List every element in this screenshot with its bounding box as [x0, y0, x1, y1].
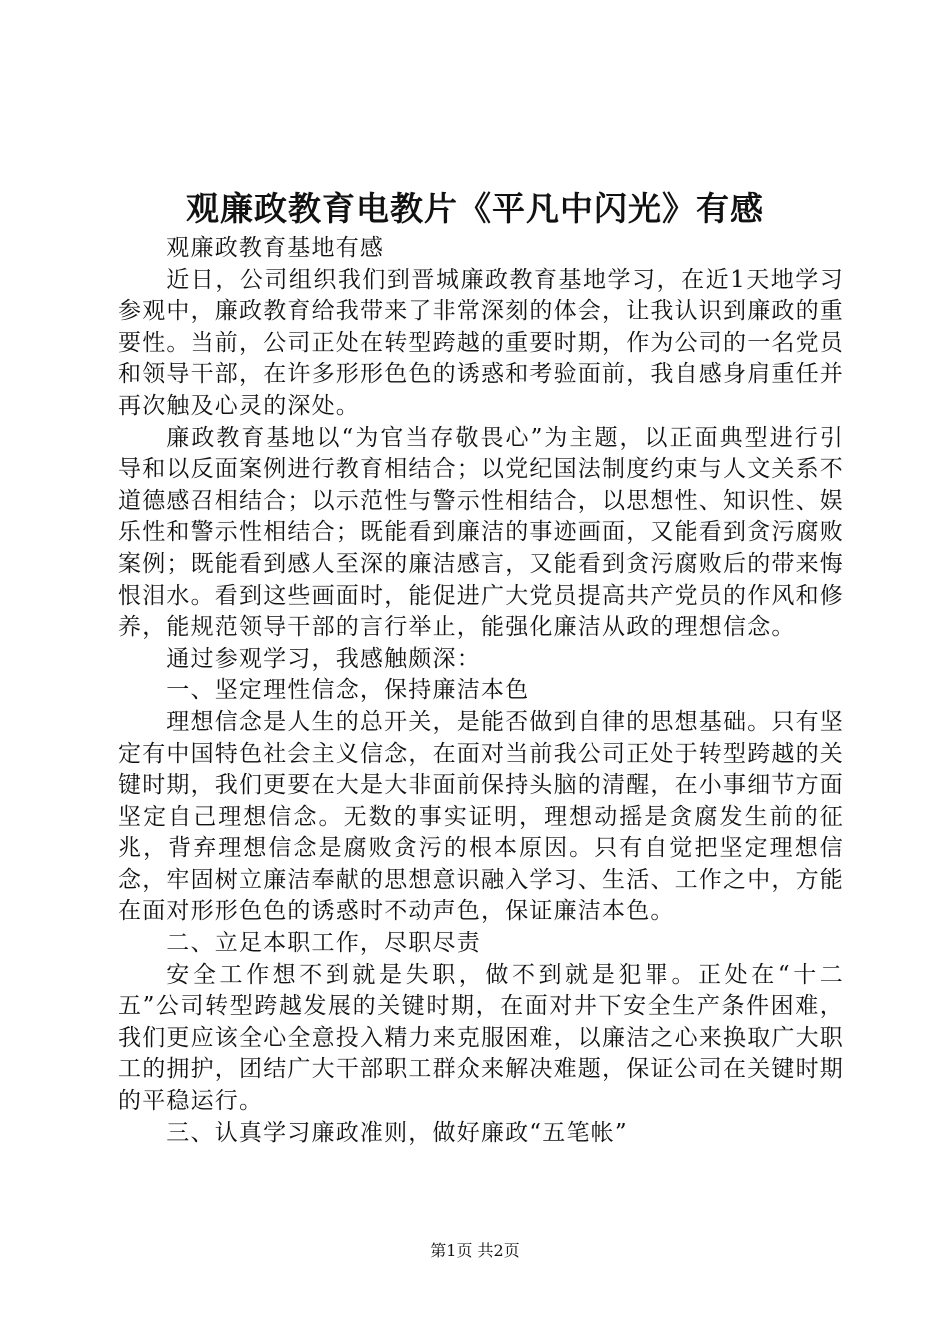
page-number-footer: 第1页 共2页 [430, 1241, 520, 1260]
paragraph: 理想信念是人生的总开关，是能否做到自律的思想基础。只有坚定有中国特色社会主义信念，在面对当前我公司正处于转型跨越的关键时期，我们更要在大是大非面前保持头脑的清醒，在小事细节方面坚定自己理想信念。无数的事实证明，理想动摇是贪腐发生前的征兆，背弃理想信念是腐败贪污的根本原因。只有自觉把坚定理想信念，牢固树立廉洁奉献的思想意识融入学习、生活、工作之中，方能在面对形形色色的诱惑时不动声色，保证廉洁本色。 [118, 708, 844, 925]
paragraph: 通过参观学习，我感触颇深： [166, 645, 481, 672]
paragraph: 廉政教育基地以“为官当存敬畏心”为主题，以正面典型进行引导和以反面案例进行教育相结合；以党纪国法制度约束与人文关系不道德感召相结合；以示范性与警示性相结合，以思想性、知识性、娱乐性和警示性相结合；既能看到廉洁的事迹画面，又能看到贪污腐败案例；既能看到感人至深的廉洁感言，又能看到贪污腐败后的带来悔恨泪水。看到这些画面时，能促进广大党员提高共产党员的作风和修养，能规范领导干部的言行举止，能强化廉洁从政的理想信念。 [118, 424, 844, 641]
section-heading: 三、认真学习廉政准则，做好廉政“五笔帐” [166, 1119, 628, 1146]
paragraph: 近日，公司组织我们到晋城廉政教育基地学习，在近1天地学习参观中，廉政教育给我带来了非常深刻的体会，让我认识到廉政的重要性。当前，公司正处在转型跨越的重要时期，作为公司的一名党员和领导干部，在许多形形色色的诱惑和考验面前，我自感身肩重任并再次触及心灵的深处。 [118, 266, 844, 419]
paragraph: 安全工作想不到就是失职，做不到就是犯罪。正处在“十二五”公司转型跨越发展的关键时期，在面对井下安全生产条件困难，我们更应该全心全意投入精力来克服困难，以廉洁之心来换取广大职工的拥护，团结广大干部职工群众来解决难题，保证公司在关键时期的平稳运行。 [118, 961, 844, 1115]
document-body [118, 233, 844, 1149]
section-heading: 二、立足本职工作，尽职尽责 [166, 930, 481, 957]
paragraph-subtitle: 观廉政教育基地有感 [166, 235, 385, 261]
section-heading: 一、坚定理性信念，保持廉洁本色 [166, 677, 530, 704]
document-title: 观廉政教育电教片《平凡中闪光》有感 [186, 189, 764, 228]
